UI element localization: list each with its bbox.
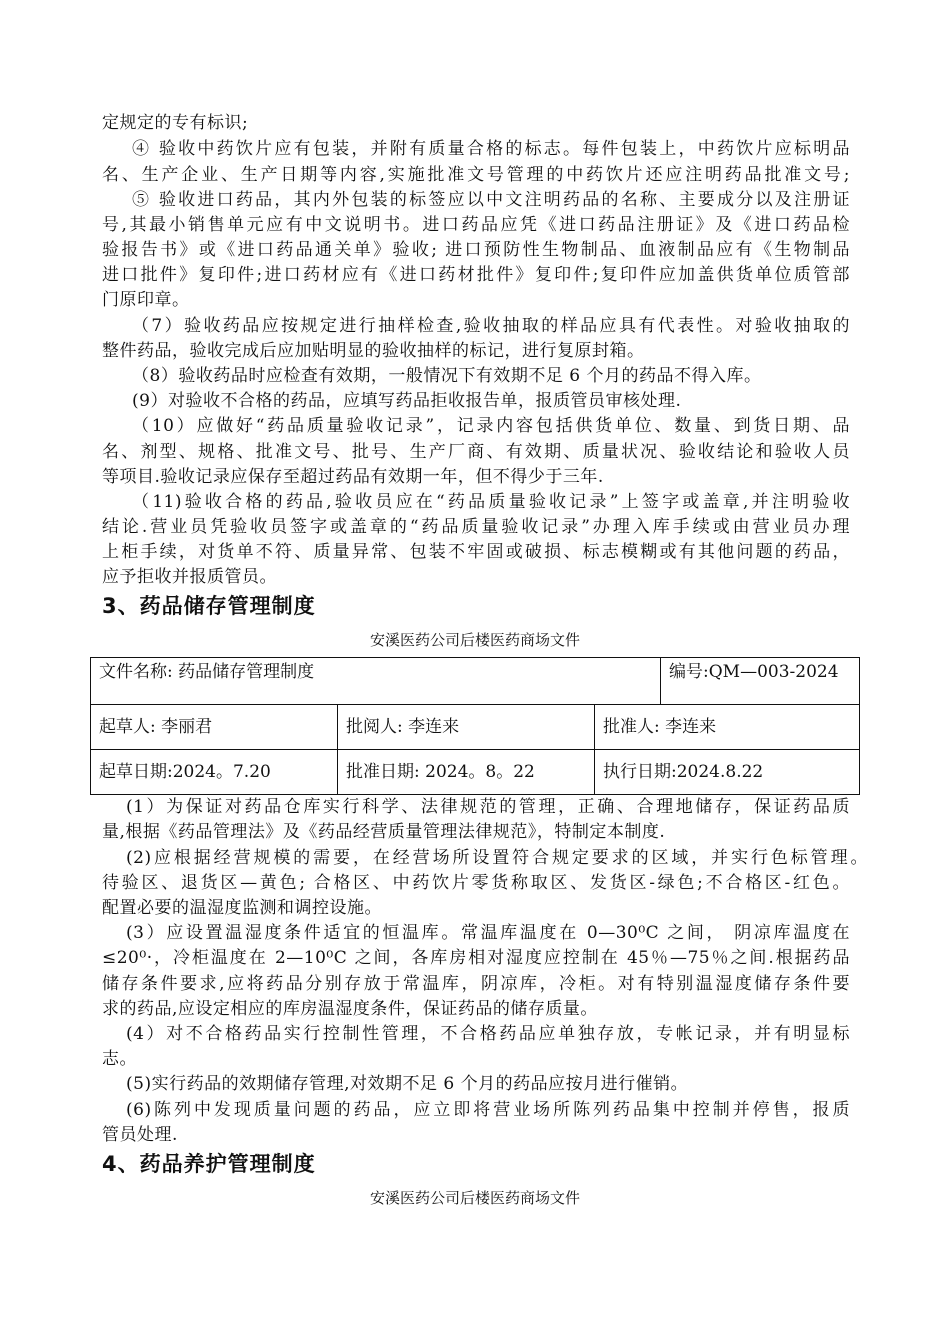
text-line: ④ 验收中药饮片应有包装，并附有质量合格的标志。每件包装上，中药饮片应标明品 bbox=[132, 139, 850, 159]
doc-name-cell: 文件名称: 药品储存管理制度 bbox=[91, 658, 661, 705]
text-line: 进口批件》复印件;进口药材应有《进口药材批件》复印件;复印件应加盖供货单位质管部 bbox=[102, 265, 850, 285]
text-line: 号,其最小销售单元应有中文说明书。进口药品应凭《进口药品注册证》及《进口药品检 bbox=[102, 215, 850, 235]
text-line: 验报告书》或《进口药品通关单》验收; 进口预防性生物制品、血液制品应有《生物制品 bbox=[102, 240, 850, 260]
org-header: 安溪医药公司后楼医药商场文件 bbox=[369, 631, 580, 649]
text-line: 等项目.验收记录应保存至超过药品有效期一年，但不得少于三年. bbox=[102, 467, 604, 487]
section-heading: 4、药品养护管理制度 bbox=[102, 1152, 316, 1176]
text-line: 定规定的专有标识; bbox=[102, 113, 249, 133]
text-line: (2)应根据经营规模的需要，在经营场所设置符合规定要求的区域，并实行色标管理。 bbox=[126, 848, 868, 868]
document-info-table bbox=[90, 657, 860, 795]
text-line: 量,根据《药品管理法》及《药品经营质量管理法律规范》，特制定本制度. bbox=[102, 822, 666, 842]
text-line: （11)验收合格的药品,验收员应在“药品质量验收记录”上签字或盖章,并注明验收 bbox=[132, 492, 850, 512]
text-line: （10）应做好“药品质量验收记录”，记录内容包括供货单位、数量、到货日期、品 bbox=[132, 416, 850, 436]
text-line: （8）验收药品时应检查有效期，一般情况下有效期不足 6 个月的药品不得入库。 bbox=[132, 366, 762, 386]
text-line: 整件药品，验收完成后应加贴明显的验收抽样的标记，进行复原封箱。 bbox=[102, 341, 645, 361]
text-line: 结论.营业员凭验收员签字或盖章的“药品质量验收记录”办理入库手续或由营业员办理 bbox=[102, 517, 850, 537]
text-line: (1）为保证对药品仓库实行科学、法律规范的管理，正确、合理地储存，保证药品质 bbox=[126, 797, 850, 817]
text-line: 应予拒收并报质管员。 bbox=[102, 567, 277, 587]
text-line: 名、剂型、规格、批准文号、批号、生产厂商、有效期、质量状况、验收结论和验收人员 bbox=[102, 442, 850, 462]
exec-date-cell: 执行日期:2024.8.22 bbox=[595, 750, 860, 795]
text-line: （7）验收药品应按规定进行抽样检查,验收抽取的样品应具有代表性。对验收抽取的 bbox=[132, 316, 850, 336]
drafter-cell: 起草人: 李丽君 bbox=[91, 705, 338, 750]
text-line: 管员处理. bbox=[102, 1125, 178, 1145]
text-line: 求的药品,应设定相应的库房温湿度条件，保证药品的储存质量。 bbox=[102, 999, 598, 1019]
approve-date-cell: 批准日期: 2024。8。22 bbox=[338, 750, 595, 795]
text-line: 门原印章。 bbox=[102, 290, 190, 310]
text-line: 储存条件要求,应将药品分别存放于常温库，阴凉库，冷柜。对有特别温湿度储存条件要 bbox=[102, 974, 850, 994]
approver-cell: 批准人: 李连来 bbox=[595, 705, 860, 750]
reviewer-cell: 批阅人: 李连来 bbox=[338, 705, 595, 750]
section-heading: 3、药品储存管理制度 bbox=[102, 594, 316, 618]
text-line: (6)陈列中发现质量问题的药品，应立即将营业场所陈列药品集中控制并停售，报质 bbox=[126, 1100, 850, 1120]
text-line: 待验区、退货区—黄色; 合格区、中药饮片零货称取区、发货区-绿色;不合格区-红色。 bbox=[102, 873, 850, 893]
text-line: ⑤ 验收进口药品，其内外包装的标签应以中文注明药品的名称、主要成分以及注册证 bbox=[132, 190, 850, 210]
text-line: (3）应设置温湿度条件适宜的恒温库。常温库温度在 0—30⁰C 之间， 阴凉库温度在 bbox=[126, 923, 850, 943]
text-line: (9）对验收不合格的药品，应填写药品拒收报告单，报质管员审核处理. bbox=[132, 391, 682, 411]
text-line: 名、生产企业、生产日期等内容,实施批准文号管理的中药饮片还应注明药品批准文号; bbox=[102, 165, 850, 185]
draft-date-cell: 起草日期:2024。7.20 bbox=[91, 750, 338, 795]
text-line: 上柜手续，对货单不符、质量异常、包装不牢固或破损、标志模糊或有其他问题的药品， bbox=[102, 542, 850, 562]
doc-number-cell: 编号:QM—003-2024 bbox=[661, 658, 860, 705]
text-line: (4）对不合格药品实行控制性管理，不合格药品应单独存放，专帐记录，并有明显标 bbox=[126, 1024, 850, 1044]
text-line: (5)实行药品的效期储存管理,对效期不足 6 个月的药品应按月进行催销。 bbox=[126, 1074, 689, 1094]
org-header: 安溪医药公司后楼医药商场文件 bbox=[369, 1189, 580, 1207]
text-line: 配置必要的温湿度监测和调控设施。 bbox=[102, 898, 382, 918]
text-line: 志。 bbox=[102, 1049, 137, 1069]
text-line: ≤20⁰·，冷柜温度在 2—10⁰C 之间，各库房相对湿度应控制在 45％—75％之间.根据药品 bbox=[102, 948, 850, 968]
